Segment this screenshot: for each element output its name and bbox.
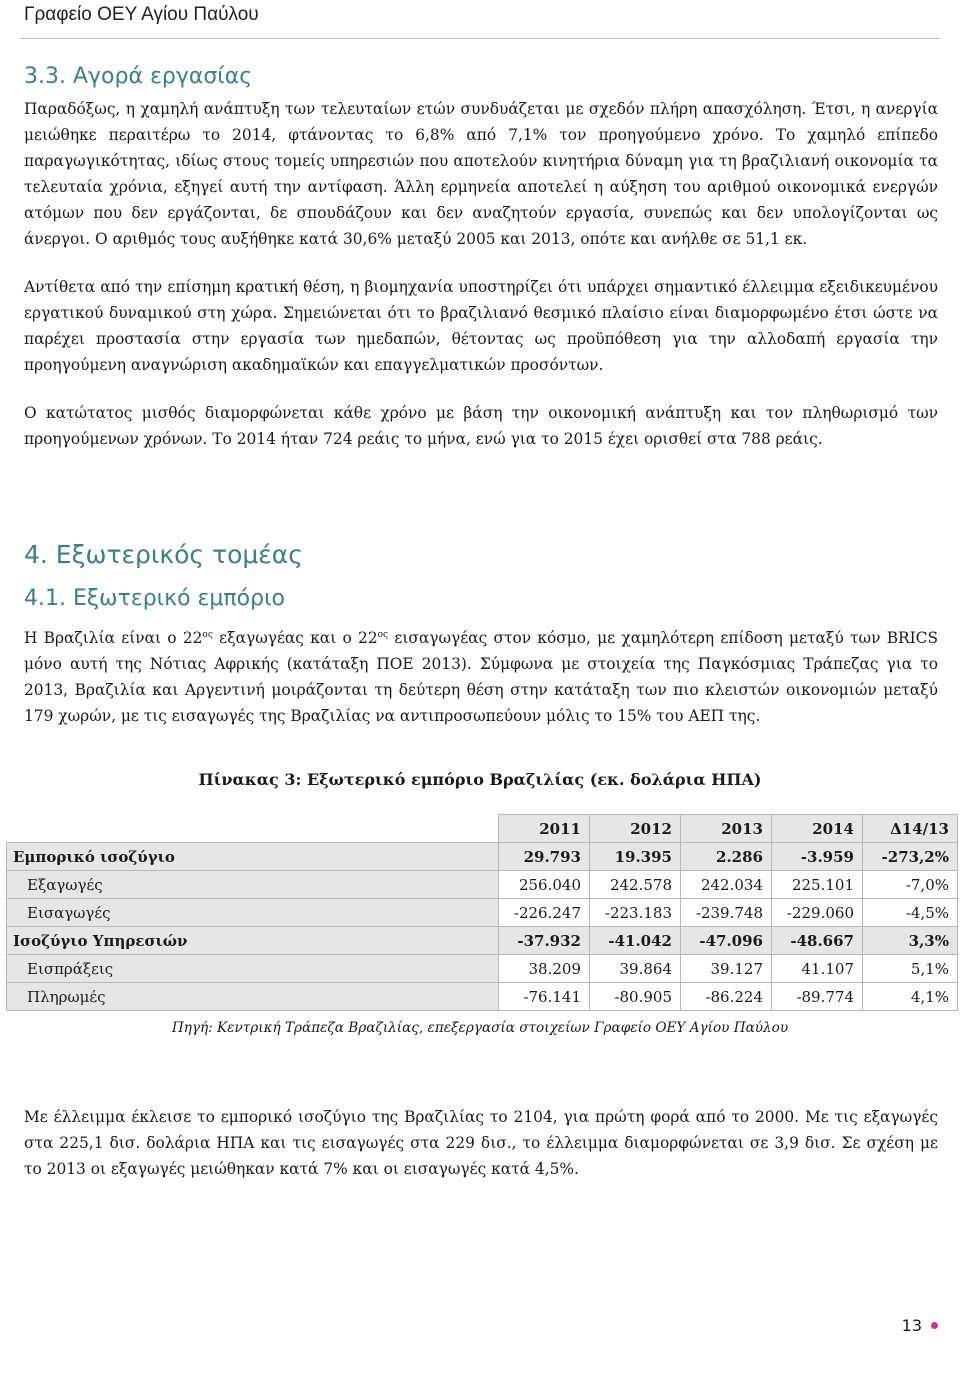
table-cell: -76.141	[499, 983, 590, 1011]
table-cell: 29.793	[499, 843, 590, 871]
table-cell: 2.286	[681, 843, 772, 871]
table-cell: 41.107	[772, 955, 863, 983]
table-corner-cell	[7, 815, 499, 843]
labor-market-text	[24, 96, 938, 452]
trade-text-part-2: εξαγωγέας και ο 22	[212, 629, 378, 647]
table-cell: -223.183	[590, 899, 681, 927]
table-cell: 3,3%	[863, 927, 958, 955]
table-cell: -4,5%	[863, 899, 958, 927]
trade-text-part-3: εισαγωγέας στον κόσμο, με χαμηλότερη επίδοση μεταξύ των BRICS μόνο αυτή της Νότιας Αφρικής (κατάταξη ΠΟΕ 2013). Σύμφωνα με στοιχεία της Παγκόσμιας Τράπεζας για το 2013, Βραζιλία και Αργεντινή μοιράζονται τη δεύτερη θέση στην κατάταξη των πιο κλειστών οικονομιών μεταξύ 179 χωρών, με τις εισαγωγές της Βραζιλίας να αντιπροσωπεύουν μόλις το 15% του ΑΕΠ της.	[24, 629, 938, 725]
table-row	[7, 899, 958, 927]
column-header: 2012	[590, 815, 681, 843]
table-cell: -229.060	[772, 899, 863, 927]
table-cell: -7,0%	[863, 871, 958, 899]
table-row	[7, 871, 958, 899]
trade-balance-paragraph	[24, 1104, 938, 1182]
row-label: Πληρωμές	[7, 983, 499, 1011]
table-row	[7, 843, 958, 871]
ordinal-suffix-1: ος	[202, 630, 213, 640]
table-cell: 39.127	[681, 955, 772, 983]
closing-paragraph: Με έλλειμμα έκλεισε το εμπορικό ισοζύγιο της Βραζιλίας το 2104, για πρώτη φορά από το 2000. Με τις εξαγωγές στα 225,1 δισ. δολάρια ΗΠΑ και τις εισαγωγές στα 229 δισ., το έλλειμμα διαμορφώνεται σε 3,9 δισ. Σε σχέση με το 2013 οι εξαγωγές μειώθηκαν κατά 7% και οι εισαγωγές κατά 4,5%.	[24, 1108, 938, 1178]
table-cell: -226.247	[499, 899, 590, 927]
table-cell: -3.959	[772, 843, 863, 871]
table-cell: 242.034	[681, 871, 772, 899]
table-cell: -273,2%	[863, 843, 958, 871]
table-cell: 225.101	[772, 871, 863, 899]
page-number: 13	[901, 1316, 922, 1335]
table-cell: 4,1%	[863, 983, 958, 1011]
row-label: Εμπορικό ισοζύγιο	[7, 843, 499, 871]
table-row	[7, 955, 958, 983]
table-cell: -239.748	[681, 899, 772, 927]
table-caption: Πίνακας 3: Εξωτερικό εμπόριο Βραζιλίας (εκ. δολάρια ΗΠΑ)	[198, 770, 762, 789]
section-heading-4: 4. Εξωτερικός τομέας	[24, 540, 303, 569]
table-cell: 5,1%	[863, 955, 958, 983]
table-cell: -37.932	[499, 927, 590, 955]
table-cell: 39.864	[590, 955, 681, 983]
foreign-trade-paragraph	[24, 622, 938, 729]
column-header: 2011	[499, 815, 590, 843]
table-cell: -86.224	[681, 983, 772, 1011]
page-header-title: Γραφείο ΟΕΥ Αγίου Παύλου	[24, 4, 259, 25]
ordinal-suffix-2: ος	[377, 630, 389, 640]
table-source-note: Πηγή: Κεντρική Τράπεζα Βραζιλίας, επεξεργασία στοιχείων Γραφείο ΟΕΥ Αγίου Παύλου	[171, 1020, 789, 1036]
table-cell: -80.905	[590, 983, 681, 1011]
table-cell: -47.096	[681, 927, 772, 955]
table-cell: 19.395	[590, 843, 681, 871]
table-cell: -41.042	[590, 927, 681, 955]
table-cell: 242.578	[590, 871, 681, 899]
table-cell: -89.774	[772, 983, 863, 1011]
table-header-row	[7, 815, 958, 843]
row-label: Εξαγωγές	[7, 871, 499, 899]
trade-text-part-1: Η Βραζιλία είναι ο 22	[24, 629, 203, 647]
paragraph-minimum-wage: Ο κατώτατος μισθός διαμορφώνεται κάθε χρόνο με βάση την οικονομική ανάπτυξη και τον πληθωρισμό των προηγούμενων χρόνων. Το 2014 ήταν 724 ρεάις το μήνα, ενώ για το 2015 έχει ορισθεί στα 788 ρεάις.	[24, 404, 938, 448]
column-header: Δ14/13	[863, 815, 958, 843]
paragraph-unemployment: Παραδόξως, η χαμηλή ανάπτυξη των τελευταίων ετών συνδυάζεται με σχεδόν πλήρη απασχόληση. Έτσι, η ανεργία μειώθηκε περαιτέρω το 2014, φτάνοντας το 6,8% από 7,1% τον προηγούμενο χρόνο. Το χαμηλό επίπεδο παραγωγικότητας, ιδίως στους τομείς υπηρεσιών που αποτελούν κινητήρια δύναμη για τη βραζιλιανή οικονομία τα τελευταία χρόνια, εξηγεί αυτή την αντίφαση. Άλλη ερμηνεία αποτελεί η αύξηση του αριθμού οικονομικά ενεργών ατόμων που δεν εργάζονται, δε σπουδάζουν και δεν αναζητούν εργασία, συνεπώς και δεν υπολογίζονται ως άνεργοι. Ο αριθμός τους αυξήθηκε κατά 30,6% μεταξύ 2005 και 2013, οπότε και ανήλθε σε 51,1 εκ.	[24, 100, 938, 248]
column-header: 2013	[681, 815, 772, 843]
foreign-trade-table	[6, 814, 958, 1011]
row-label: Εισαγωγές	[7, 899, 499, 927]
column-header: 2014	[772, 815, 863, 843]
accent-dot-icon	[931, 1322, 938, 1329]
section-heading-4-1: 4.1. Εξωτερικό εμπόριο	[24, 586, 285, 611]
table-cell: 256.040	[499, 871, 590, 899]
section-heading-3-3: 3.3. Αγορά εργασίας	[24, 64, 253, 89]
header-divider	[20, 38, 940, 39]
table-cell: 38.209	[499, 955, 590, 983]
row-label: Ισοζύγιο Υπηρεσιών	[7, 927, 499, 955]
table-row	[7, 927, 958, 955]
row-label: Εισπράξεις	[7, 955, 499, 983]
table-row	[7, 983, 958, 1011]
table-cell: -48.667	[772, 927, 863, 955]
paragraph-skilled-labor: Αντίθετα από την επίσημη κρατική θέση, η βιομηχανία υποστηρίζει ότι υπάρχει σημαντικό έλλειμμα εξειδικευμένου εργατικού δυναμικού στη χώρα. Σημειώνεται ότι το βραζιλιανό θεσμικό πλαίσιο είναι διαμορφωμένο έτσι ώστε να παρέχει προστασία στην εργασία των ημεδαπών, θέτοντας ως προϋπόθεση για την αλλοδαπή εργασία την προηγούμενη αναγνώριση ακαδημαϊκών και επαγγελματικών προσόντων.	[24, 278, 938, 374]
